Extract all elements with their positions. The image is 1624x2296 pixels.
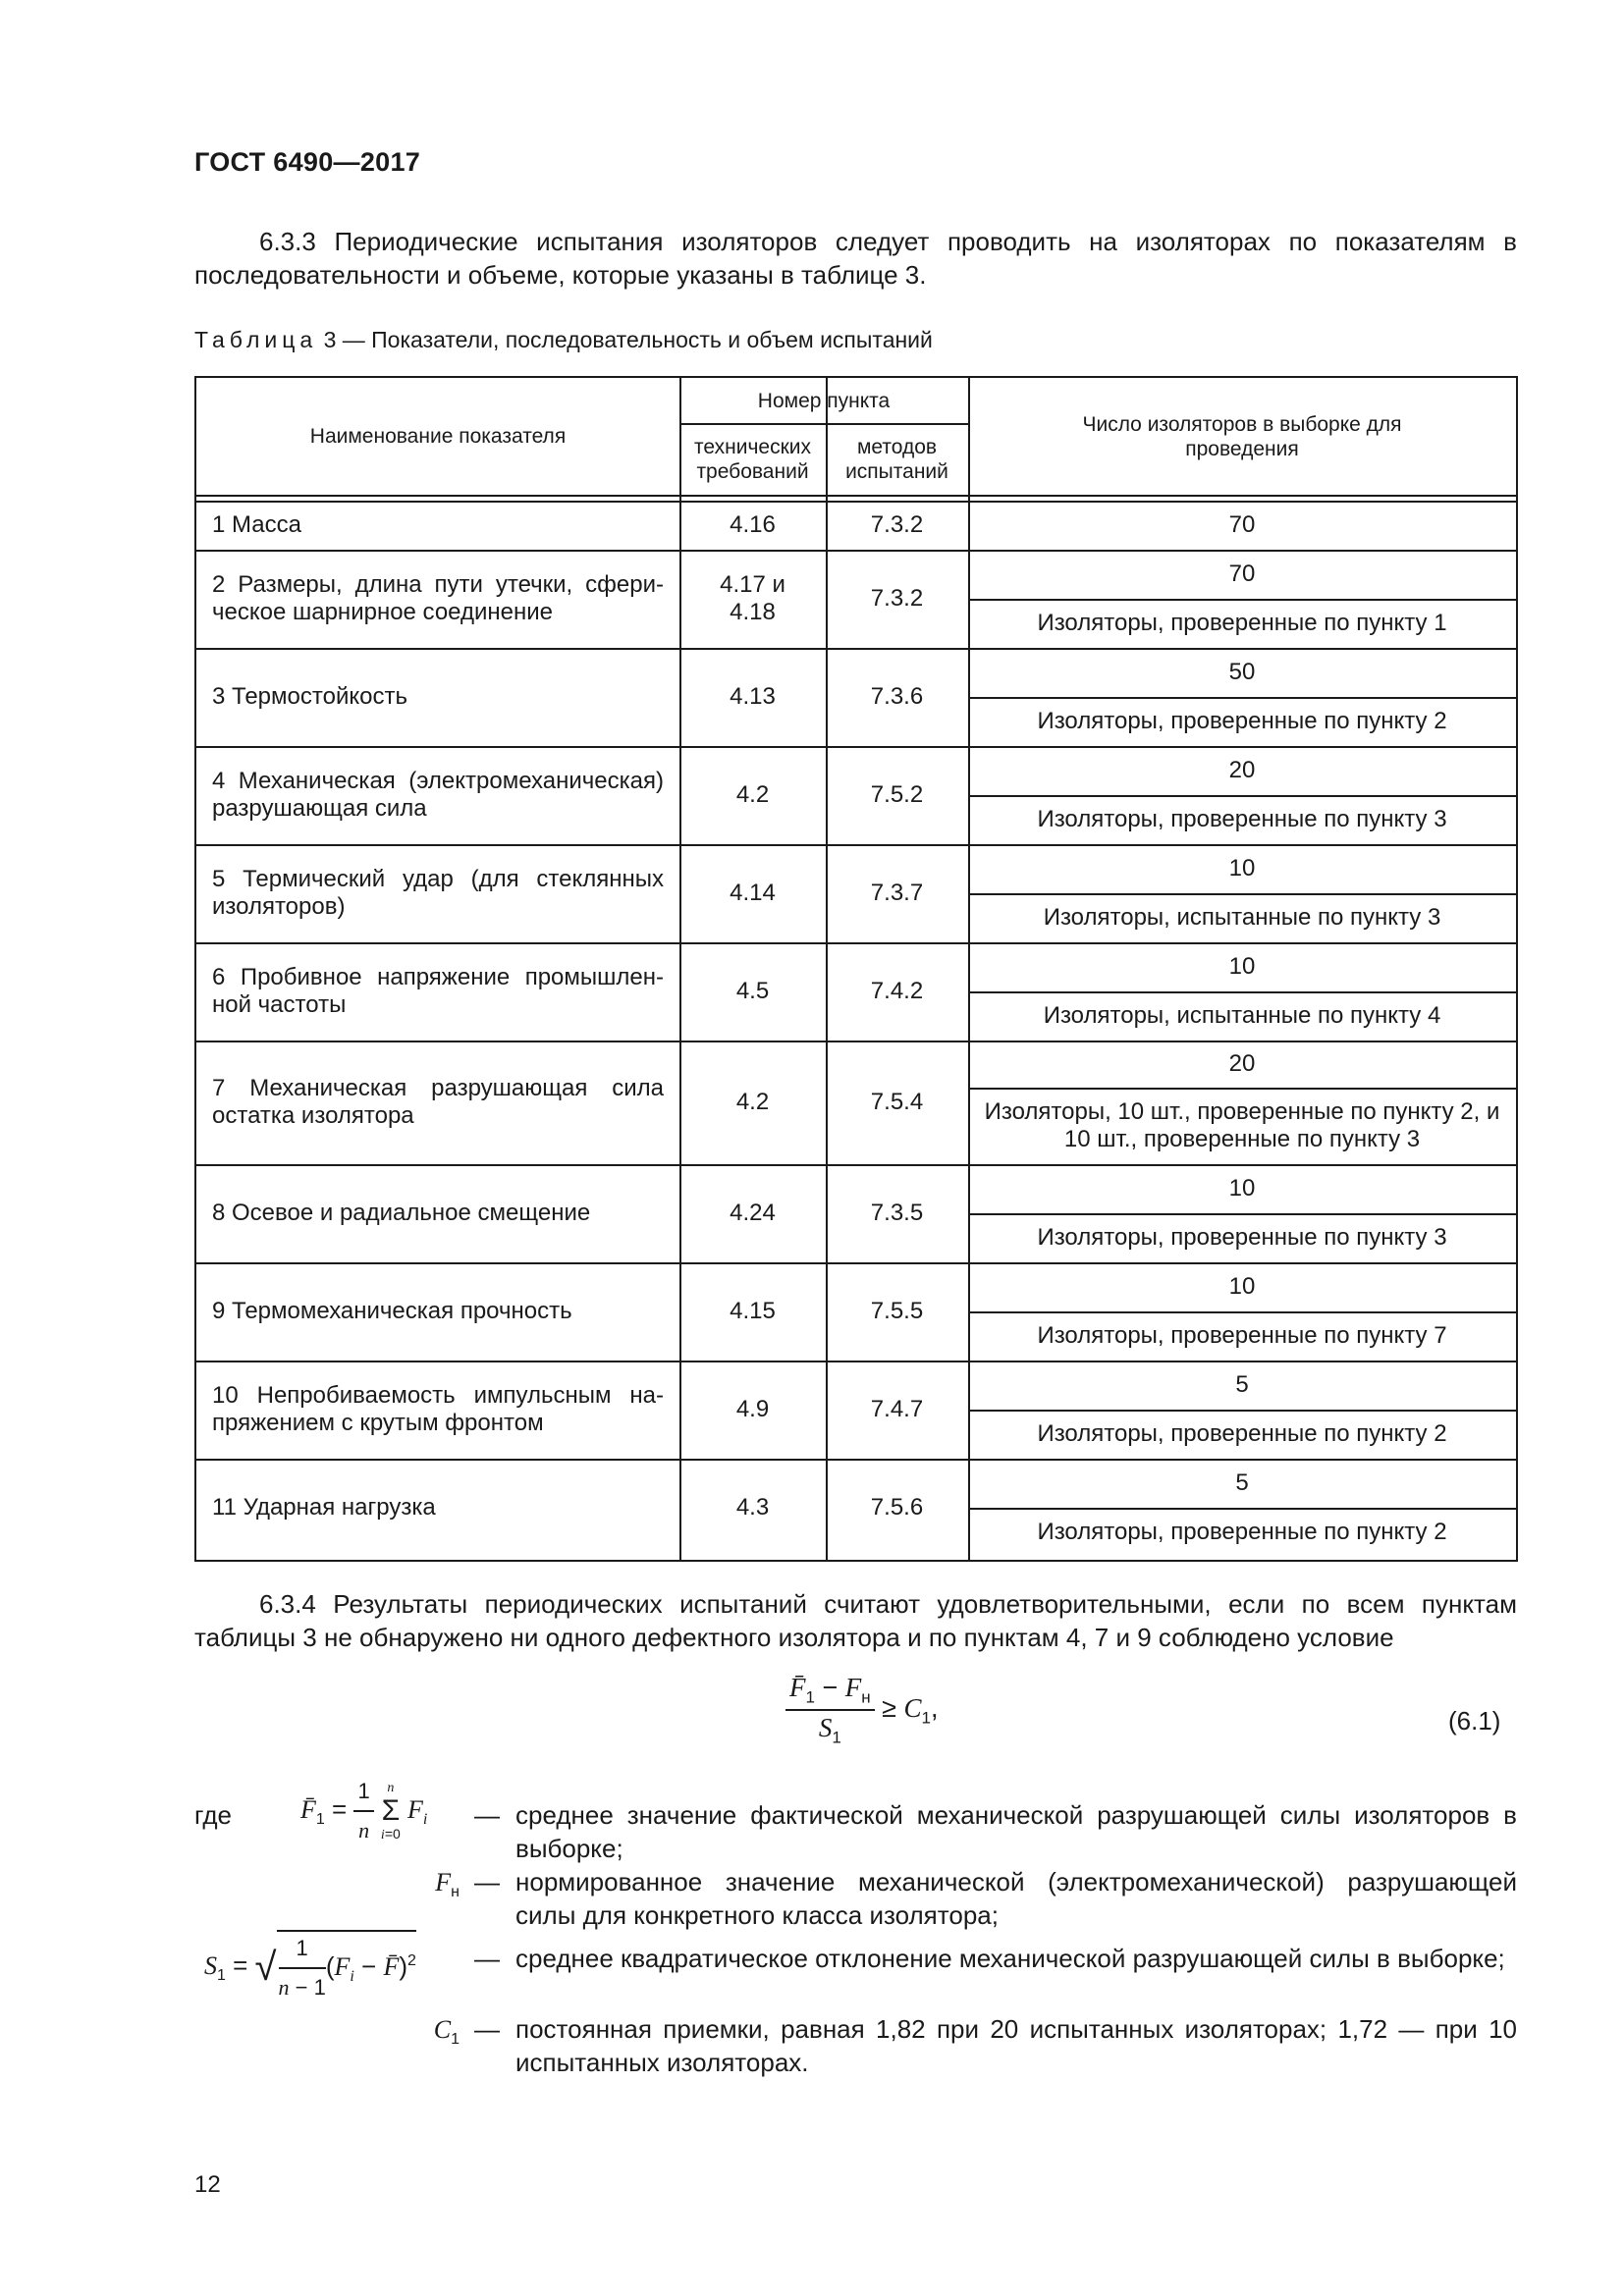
table-cell-name: 5 Термический удар (для стеклянных изоляторов)	[212, 866, 664, 920]
table-cell-method: 7.3.7	[870, 880, 924, 906]
where-label: где	[194, 1800, 232, 1830]
def-mean-symbol: $F̄_1$ = $\frac{1}{n}$ n Σ i=0 $F_i$	[300, 1775, 427, 1847]
table-cell-count: 10	[1228, 1175, 1256, 1201]
table-cell-count: 5	[1235, 1469, 1249, 1496]
table-cell-tech: 4.2	[735, 1089, 770, 1115]
table-cell-tech: 4.5	[735, 978, 770, 1004]
def-norm-symbol: $F_н$	[435, 1868, 460, 1901]
formula-number: (6.1)	[1448, 1706, 1501, 1735]
table-cell-count: 20	[1228, 757, 1256, 783]
table-cell-name: 6 Пробивное напряжение промышленной частоты	[212, 964, 664, 1018]
table-cell-note: Изоляторы, проверенные по пункту 7	[1037, 1322, 1447, 1349]
table-cell-name: 7 Механическая разрушающая сила остатка изолятора	[212, 1075, 664, 1129]
table-cell-method: 7.3.6	[870, 683, 924, 710]
table-cell-count: 20	[1228, 1050, 1256, 1077]
table-cell-tech: 4.14	[730, 880, 776, 906]
table-cell-count: 10	[1228, 953, 1256, 980]
def-const-symbol: $C_1$	[433, 2015, 460, 2049]
table-cell-count: 10	[1228, 1273, 1256, 1300]
table-cell-tech: 4.13	[730, 683, 776, 710]
table-cell-note: Изоляторы, проверенные по пункту 2	[1037, 708, 1447, 734]
table-cell-tech: 4.9	[735, 1396, 770, 1422]
paragraph-6-3-3: 6.3.3 Периодические испытания изоляторов следует проводить на изоляторах по показателям в последовательности и объеме, которые указаны в таблице 3.	[194, 227, 1517, 290]
table-cell-method: 7.5.2	[870, 781, 924, 808]
page-number: 12	[194, 2171, 221, 2198]
table-cell-note: Изоляторы, проверенные по пункту 3	[1037, 1224, 1447, 1251]
document-header: ГОСТ 6490—2017	[194, 147, 421, 177]
formula-6-1: $\frac{F̄_1 - F_н}{S_1}$ ≥ $C_1$,	[785, 1673, 938, 1748]
table-cell-method: 7.3.5	[870, 1200, 924, 1226]
table-cell-name: 11 Ударная нагрузка	[212, 1494, 436, 1521]
table-cell-method: 7.5.5	[870, 1298, 924, 1324]
table-cell-name: 4 Механическая (электромеханическая) разрушающая сила	[212, 768, 664, 822]
table-cell-note: Изоляторы, испытанные по пункту 3	[1043, 904, 1441, 931]
header-name: Наименование показателя	[309, 425, 567, 448]
table-cell-count: 50	[1228, 659, 1256, 685]
table-cell-note: Изоляторы, проверенные по пункту 3	[1037, 806, 1447, 832]
table-cell-count: 10	[1228, 855, 1256, 881]
table-cell-method: 7.5.6	[870, 1494, 924, 1521]
header-tech: технических требований	[694, 435, 811, 483]
table-cell-note: Изоляторы, проверенные по пункту 2	[1037, 1420, 1447, 1447]
table-cell-note: Изоляторы, проверенные по пункту 1	[1037, 610, 1447, 636]
table-cell-name: 8 Осевое и радиальное смещение	[212, 1200, 591, 1226]
table-caption: Таблица 3 — Показатели, последовательность и объем испытаний	[194, 327, 933, 352]
table-cell-method: 7.3.2	[870, 585, 924, 612]
table-cell-note: Изоляторы, испытанные по пункту 4	[1043, 1002, 1441, 1029]
table-cell-note: Изоляторы, 10 шт., проверенные по пункту 2, и 10 шт., проверенные по пункту 3	[984, 1098, 1500, 1152]
table-cell-note: Изоляторы, проверенные по пункту 2	[1037, 1519, 1447, 1545]
table-cell-name: 9 Термомеханическая прочность	[212, 1298, 572, 1324]
table-cell-count: 70	[1228, 561, 1256, 587]
table-cell-name: 1 Масса	[212, 511, 301, 538]
table-cell-tech: 4.2	[735, 781, 770, 808]
table-cell-tech: 4.24	[730, 1200, 776, 1226]
def-std-symbol: $S_1$ = √ $\frac{1}{n - 1}$ ($F_i$ − F̄)$^2$	[204, 1930, 416, 2004]
header-count: Число изоляторов в выборке для проведения	[1082, 412, 1402, 460]
table-cell-method: 7.4.7	[870, 1396, 924, 1422]
header-methods: методов испытаний	[845, 435, 948, 483]
table-cell-tech: 4.15	[730, 1298, 776, 1324]
table-3	[194, 376, 1518, 1562]
paragraph-6-3-4: 6.3.4 Результаты периодических испытаний считают удовлетворительными, если по всем пунктам таблицы 3 не обнаружено ни одного дефектного изолятора и по пунктам 4, 7 и 9 соблюдено условие	[194, 1589, 1517, 1652]
table-cell-tech: 4.16	[730, 511, 776, 538]
table-cell-name: 3 Термостойкость	[212, 683, 407, 710]
table-cell-count: 5	[1235, 1371, 1249, 1398]
table-cell-tech: 4.3	[735, 1494, 770, 1521]
table-cell-count: 70	[1228, 511, 1256, 538]
table-cell-name: 2 Размеры, длина пути утечки, сферическое шарнирное соединение	[212, 571, 664, 625]
table-cell-method: 7.4.2	[870, 978, 924, 1004]
table-cell-tech: 4.17 и 4.18	[720, 571, 785, 625]
table-cell-name: 10 Непробиваемость импульсным напряжением с крутым фронтом	[212, 1382, 664, 1436]
header-number: Номер пункта	[757, 389, 891, 412]
table-cell-method: 7.3.2	[870, 511, 924, 538]
table-cell-method: 7.5.4	[870, 1089, 924, 1115]
